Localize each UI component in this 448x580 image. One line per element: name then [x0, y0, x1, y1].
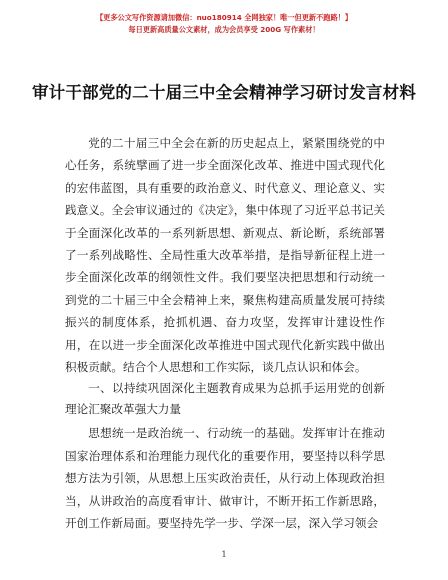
document-title: 审计干部党的二十届三中全会精神学习研讨发言材料: [31, 83, 417, 102]
page-number: 1: [221, 550, 227, 559]
promo-banner-line-1: 【更多公文写作资源请加微信：nuo180914 全网独家！唯一但更新不跑路！】: [95, 13, 353, 22]
document-body: [65, 132, 385, 535]
intro-paragraph: 党的二十届三中全会在新的历史起点上，紧紧围绕党的中心任务，系统擘画了进一步全面深化改革、推进中国式现代化的宏伟蓝图，具有重要的政治意义、时代意义、理论意义、实践意义。全会审议通过的《决定》，集中体现了习近平总书记关于全面深化改革的一系列新思想、新观点、新论断，系统部署了一系列战略性、全局性重大改革举措，是指导新征程上进一步全面深化改革的纲领性文件。我们要坚决把思想和行动统一到党的二十届三中全会精神上来，聚焦构建高质量发展可持续振兴的制度体系，抢抓机遇、奋力攻坚，发挥审计建设性作用，在以进一步全面深化改革推进中国式现代化新实践中做出积极贡献。结合个人思想和工作实际，谈几点认识和体会。: [65, 136, 385, 375]
section-paragraph: 思想统一是政治统一、行动统一的基础。发挥审计在推动国家治理体系和治理能力现代化的重要作用，要坚持以科学思想方法为引领，从思想上压实政治责任，从行动上体现政治担当，从讲政治的高度看审计、做审计，不断开拓工作新思路，开创工作新局面。要坚持先学一步、学深一层，深入学习领会: [65, 426, 385, 531]
section-heading: 一、以持续巩固深化主题教育成果为总抓手运用党的创新理论汇聚改革强大力量: [65, 381, 385, 417]
promo-banner: [0, 12, 448, 36]
promo-banner-line-2: 每日更新高质量公文素材，成为会员享受 200G 写作素材！: [128, 25, 320, 34]
